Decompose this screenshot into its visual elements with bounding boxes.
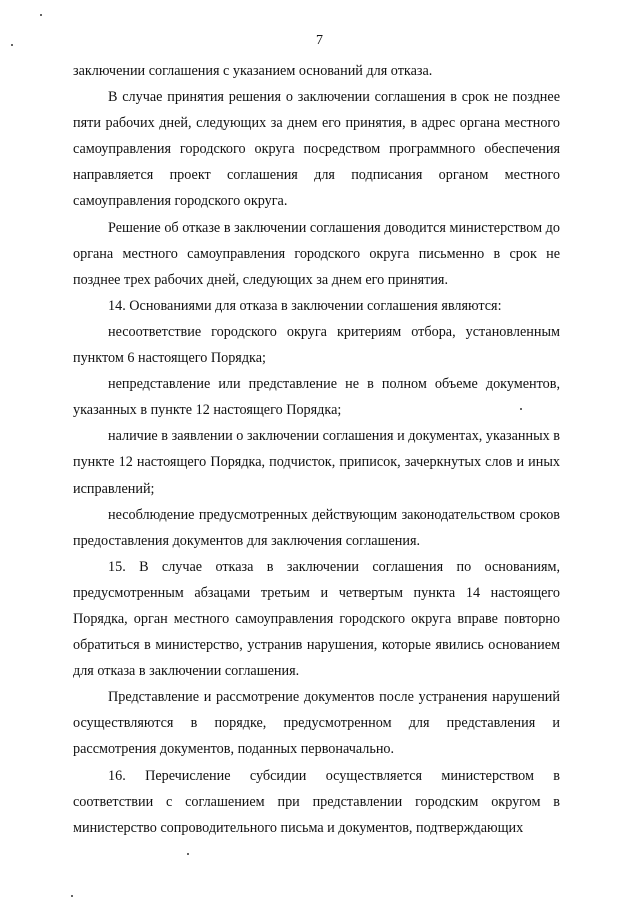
paragraph-agreement-decision: В случае принятия решения о заключении соглашения в срок не позднее пяти рабочих дней, следующих за днем его принятия, в адрес органа местного самоуправления городского округа посредством программного обеспечения направляется проект соглашения для подписания органом местного самоуправления городского округа. (73, 89, 560, 210)
scan-speck (11, 44, 13, 46)
scan-speck (187, 853, 189, 855)
paragraph-item-16: 16. Перечисление субсидии осуществляется министерством в соответствии с соглашением при представлении городским округом в министерство сопроводительного письма и документов, подтверждающих (73, 767, 560, 836)
paragraph-reason-corrections: наличие в заявлении о заключении соглашения и документах, указанных в пункте 12 настоящего Порядка, подчисток, приписок, зачеркнутых слов и иных исправлений; (73, 428, 560, 497)
paragraph-resubmission: Представление и рассмотрение документов после устранения нарушений осуществляются в порядке, предусмотренном для представления и рассмотрения документов, поданных первоначально. (73, 689, 560, 758)
paragraph-reason-criteria: несоответствие городского округа критериям отбора, установленным пунктом 6 настоящего Порядка; (73, 323, 560, 367)
scan-speck (520, 408, 522, 410)
scan-speck (71, 895, 73, 897)
paragraph-refusal-decision: Решение об отказе в заключении соглашения доводится министерством до органа местного самоуправления городского округа письменно в срок не позднее трех рабочих дней, следующих за днем его принятия. (73, 219, 560, 288)
paragraph-item-14: 14. Основаниями для отказа в заключении соглашения являются: (108, 297, 502, 314)
document-body (73, 58, 560, 841)
paragraph-reason-deadlines: несоблюдение предусмотренных действующим законодательством сроков предоставления документов для заключения соглашения. (73, 506, 560, 549)
scan-speck (40, 14, 42, 16)
page-number: 7 (316, 33, 323, 48)
paragraph-item-15: 15. В случае отказа в заключении соглашения по основаниям, предусмотренным абзацами третьим и четвертым пункта 14 настоящего Порядка, орган местного самоуправления городского округа вправе повторно обратиться в министерство, устранив нарушения, которые явились основанием для отказа в заключении соглашения. (73, 558, 560, 680)
paragraph-reason-documents: непредставление или представление не в полном объеме документов, указанных в пункте 12 настоящего Порядка; (73, 376, 560, 419)
paragraph-continuation: заключении соглашения с указанием оснований для отказа. (73, 63, 433, 79)
